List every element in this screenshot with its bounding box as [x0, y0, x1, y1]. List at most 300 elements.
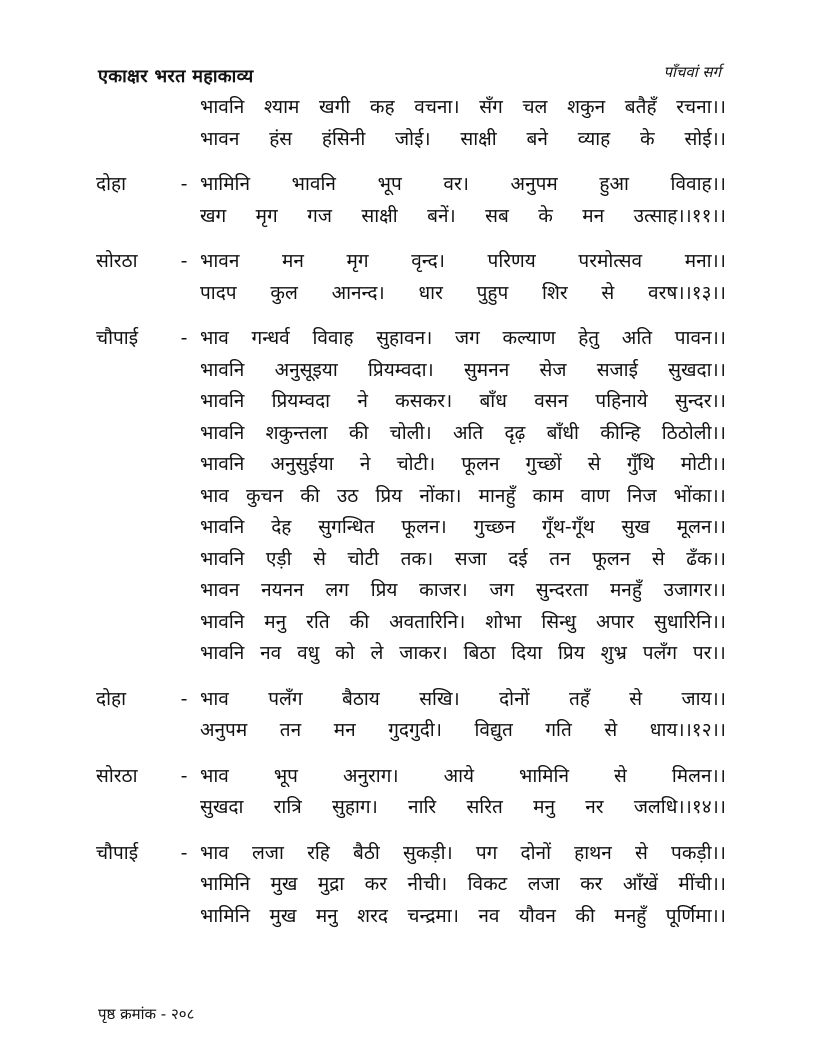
verse-word: के — [538, 204, 553, 227]
verse-word: से — [604, 719, 618, 741]
verse-word: सुख — [621, 516, 650, 538]
verse-word: मृग — [255, 204, 278, 227]
verse-word: पलँग — [642, 642, 678, 664]
verse-word: मनहुँ — [609, 579, 642, 601]
verse-word: आनन्द। — [331, 281, 385, 304]
verse-word: शकुन्तला — [265, 421, 328, 444]
verse-block — [96, 838, 726, 933]
verse-text — [200, 124, 726, 156]
verse-word: तहँ — [568, 687, 590, 710]
verse-word: सरित — [466, 796, 503, 818]
verse-word: से — [313, 547, 326, 570]
verse-line — [96, 169, 726, 201]
verse-text — [200, 169, 726, 201]
verse-word: नव — [478, 904, 500, 927]
verse-word: अपार — [596, 610, 635, 633]
verse-word: अनुसूइया — [274, 358, 338, 381]
verse-word: कीन्हि — [600, 421, 641, 444]
verse-word: मिलन।। — [671, 764, 726, 787]
verse-word: तन — [549, 547, 571, 570]
verse-word: लजा — [252, 841, 284, 864]
verse-word: चन्द्रमा। — [407, 904, 459, 927]
verse-word: गति — [545, 719, 572, 741]
verse-word: भोंका।। — [673, 484, 726, 507]
verse-word: ठिठोली।। — [661, 421, 726, 444]
verse-word: लजा — [527, 873, 560, 895]
verse-word: गज — [307, 204, 332, 227]
verse-word: भाव — [200, 841, 229, 864]
verse-text — [200, 418, 726, 450]
label-dash — [168, 124, 200, 156]
verse-word: वसन — [534, 390, 569, 412]
verse-text — [200, 575, 726, 607]
verse-word: निज — [627, 484, 657, 507]
verse-word: सेज — [539, 358, 567, 381]
verse-word: जोई। — [395, 127, 431, 150]
verse-word: अनुपम — [200, 719, 248, 741]
verse-text — [200, 449, 726, 481]
verse-word: परिणय — [487, 250, 536, 272]
verse-word: दोनों — [520, 841, 551, 864]
verse-line — [96, 607, 726, 639]
label-dash: - — [180, 764, 188, 787]
verse-word: तक। — [400, 547, 434, 570]
chapter-title: पाँचवां सर्ग — [663, 63, 721, 81]
book-title: एकाक्षर भरत महाकाव्य — [98, 66, 254, 87]
verse-block — [96, 684, 726, 747]
verse-word: शुभ्र — [600, 642, 627, 664]
verse-word: हंस — [269, 127, 293, 150]
verse-word: के — [640, 127, 655, 150]
verse-word: भावनि — [200, 421, 245, 444]
verse-word: सब — [485, 204, 509, 227]
verse-word: अनुसुईया — [270, 453, 334, 475]
verse-word: ने — [359, 453, 371, 475]
verse-word: चोटी — [347, 547, 379, 570]
verse-line — [96, 278, 726, 310]
verse-word: से — [651, 547, 665, 570]
verse-word: धार — [418, 281, 443, 304]
verse-word: मुख — [269, 904, 297, 927]
verse-word: सँग — [479, 96, 503, 118]
verse-form-label: सोरठा — [96, 250, 138, 272]
verse-text — [200, 607, 726, 639]
verse-word: मनहुँ — [614, 904, 647, 927]
verse-line — [96, 481, 726, 513]
verse-word: पादप — [200, 281, 237, 304]
verse-word: दृढ़ — [504, 421, 526, 444]
verse-word: वरष।।१३।। — [648, 281, 726, 304]
verse-word: सुमनन — [463, 358, 510, 381]
label-dash — [168, 278, 200, 310]
verse-word: साक्षी — [361, 204, 398, 227]
verse-word: प्रिय — [557, 642, 585, 664]
label-dash: - — [180, 250, 188, 272]
verse-line — [96, 684, 726, 716]
verse-word: ने — [357, 390, 368, 412]
verse-content — [96, 92, 726, 946]
verse-word: कसकर। — [395, 390, 453, 412]
verse-word: मूलन।। — [676, 516, 726, 538]
verse-word: अवतारिनि। — [389, 610, 466, 633]
verse-word: चल — [522, 96, 548, 118]
verse-word: नारि — [408, 796, 437, 818]
verse-text — [200, 792, 726, 824]
verse-word: मोटी।। — [680, 453, 726, 475]
verse-word: मनु — [533, 796, 555, 818]
verse-word: मना।। — [684, 250, 726, 272]
verse-word: भाव — [200, 687, 229, 710]
verse-word: फूलन। — [401, 516, 447, 538]
verse-line — [96, 124, 726, 156]
verse-line — [96, 201, 726, 233]
label-dash — [168, 901, 200, 933]
verse-word: सुगन्धित — [318, 516, 375, 538]
verse-form-label: दोहा — [96, 687, 127, 710]
verse-word: वर। — [443, 173, 469, 195]
verse-word: सुकड़ी। — [402, 841, 453, 864]
verse-word: नर — [585, 796, 604, 818]
verse-word: धाय।।१२।। — [649, 719, 726, 741]
verse-form-label — [96, 124, 168, 156]
verse-form-label — [96, 481, 168, 513]
verse-line — [96, 544, 726, 576]
verse-word: मृग — [346, 250, 369, 272]
verse-form-label: चौपाई — [96, 327, 139, 349]
verse-word: चोली। — [389, 421, 432, 444]
verse-word: नयनन — [261, 579, 304, 601]
verse-form-label — [96, 418, 168, 450]
verse-word: भावन — [200, 579, 240, 601]
verse-word: दिया — [511, 642, 543, 664]
verse-word: भामिनि — [200, 904, 251, 927]
verse-line — [96, 418, 726, 450]
verse-word: खग — [200, 204, 227, 227]
verse-word: पावन।। — [674, 327, 726, 349]
label-dash: - — [180, 687, 188, 710]
verse-form-label — [96, 901, 168, 933]
verse-line — [96, 638, 726, 670]
verse-word: पग — [475, 841, 498, 864]
verse-word: मुख — [270, 873, 298, 895]
verse-word: भावनि — [200, 516, 245, 538]
verse-word: रचना।। — [676, 96, 726, 118]
verse-line — [96, 246, 726, 278]
verse-word: नीची। — [407, 873, 448, 895]
verse-word: जाय।। — [681, 687, 726, 710]
verse-line — [96, 512, 726, 544]
verse-word: पूर्णिमा।। — [665, 904, 726, 927]
verse-word: सुहावन। — [376, 327, 433, 349]
verse-word: बैठी — [353, 841, 380, 864]
verse-word: हाथन — [574, 841, 612, 864]
verse-word: से — [601, 281, 615, 304]
verse-word: भाव — [200, 484, 229, 507]
verse-word: भावन — [200, 127, 240, 150]
label-dash — [168, 544, 200, 576]
verse-word: कल्याण — [502, 327, 556, 349]
verse-form-label — [96, 201, 168, 233]
verse-word: काजर। — [419, 579, 468, 601]
label-dash — [168, 386, 200, 418]
verse-word: भावनि — [200, 453, 245, 475]
verse-form-label — [96, 792, 168, 824]
verse-block — [96, 92, 726, 155]
verse-form-label — [96, 386, 168, 418]
verse-word: एड़ी — [265, 547, 292, 570]
verse-word: आये — [443, 764, 475, 787]
label-dash: - — [180, 173, 188, 195]
verse-word: बिठा — [463, 642, 496, 664]
verse-text — [200, 715, 726, 747]
verse-word: सोई।। — [684, 127, 726, 150]
verse-text — [200, 544, 726, 576]
verse-word: मानहुँ — [478, 484, 516, 507]
verse-word: रात्रि — [273, 796, 302, 818]
verse-word: प्रियम्वदा — [271, 390, 331, 412]
verse-form-label — [96, 715, 168, 747]
verse-word: व्याह — [577, 127, 611, 150]
verse-word: शिर — [542, 281, 568, 304]
label-dash — [168, 575, 200, 607]
verse-word: पकड़ी।। — [671, 841, 726, 864]
verse-word: से — [635, 841, 648, 864]
verse-word: देह — [271, 516, 292, 538]
verse-word: यौवन — [518, 904, 556, 927]
verse-word: अनुपम — [510, 173, 558, 195]
verse-word: भावनि — [200, 358, 245, 381]
verse-text — [200, 323, 726, 355]
verse-word: विकट — [467, 873, 508, 895]
label-dash — [168, 512, 200, 544]
verse-word: रति — [306, 610, 330, 633]
verse-text — [200, 386, 726, 418]
verse-line — [96, 715, 726, 747]
verse-word: सजा — [454, 547, 487, 570]
verse-word: गूँथ-गूँथ — [542, 516, 595, 538]
verse-form-label — [96, 544, 168, 576]
verse-word: सजाई — [596, 358, 638, 381]
verse-word: जाकर। — [399, 642, 448, 664]
verse-word: हुआ — [599, 173, 629, 195]
verse-text — [200, 355, 726, 387]
verse-text — [200, 201, 726, 233]
verse-word: शोभा — [485, 610, 522, 633]
verse-word: उठ — [336, 484, 359, 507]
verse-word: गुच्छन — [473, 516, 516, 538]
verse-word: हंसिनी — [321, 127, 366, 150]
verse-word: कुचन — [245, 484, 284, 507]
verse-text — [200, 838, 726, 870]
verse-form-label — [96, 92, 168, 124]
verse-word: से — [629, 687, 643, 710]
verse-word: साक्षी — [460, 127, 497, 150]
verse-word: से — [613, 764, 627, 787]
verse-word: चोटी। — [396, 453, 436, 475]
verse-form-label: सोरठा — [96, 764, 138, 787]
verse-word: भाव — [200, 764, 229, 787]
verse-word: लग — [325, 579, 350, 601]
verse-word: भाव — [200, 327, 229, 349]
label-dash: - — [180, 841, 188, 864]
label-dash — [168, 418, 200, 450]
verse-word: की — [300, 484, 320, 507]
verse-text — [200, 869, 726, 901]
label-dash — [168, 355, 200, 387]
verse-word: फूलन — [461, 453, 500, 475]
verse-word: गन्धर्व — [251, 327, 290, 349]
verse-word: भामिनि — [200, 173, 251, 195]
verse-word: बाँधी — [546, 421, 579, 444]
label-dash — [168, 638, 200, 670]
verse-word: आँखें — [622, 873, 658, 895]
verse-word: नोंका। — [419, 484, 462, 507]
verse-word: बनें। — [427, 204, 456, 227]
verse-line — [96, 575, 726, 607]
verse-word: वचना। — [414, 96, 460, 118]
verse-form-label — [96, 575, 168, 607]
verse-word: अति — [621, 327, 653, 349]
verse-word: मनु — [315, 904, 338, 927]
verse-text — [200, 761, 726, 793]
verse-word: विवाह।। — [670, 173, 726, 195]
verse-word: को — [335, 642, 355, 664]
verse-word: जग — [489, 579, 515, 601]
verse-word: भामिनि — [518, 764, 570, 787]
verse-text — [200, 278, 726, 310]
verse-text — [200, 92, 726, 124]
verse-word: बने — [526, 127, 548, 150]
verse-word: सुन्दर।। — [674, 390, 726, 412]
verse-line — [96, 869, 726, 901]
verse-word: भावन — [200, 250, 240, 272]
verse-word: खगी — [319, 96, 351, 118]
verse-word: उजागर।। — [663, 579, 726, 601]
verse-word: सुहाग। — [332, 796, 378, 818]
verse-word: की — [348, 421, 369, 444]
label-dash — [168, 449, 200, 481]
verse-text — [200, 684, 726, 716]
verse-word: भूप — [377, 173, 402, 195]
label-dash — [168, 201, 200, 233]
verse-word: बैठाय — [341, 687, 380, 710]
verse-line — [96, 761, 726, 793]
verse-word: सुधारिनि।। — [653, 610, 726, 633]
verse-word: बतैहँ — [624, 96, 657, 118]
verse-word: मुद्रा — [317, 873, 345, 895]
verse-word: मींची।। — [678, 873, 726, 895]
verse-word: से — [587, 453, 601, 475]
verse-word: गुच्छों — [525, 453, 562, 475]
verse-word: विवाह — [312, 327, 354, 349]
verse-word: भावनि — [200, 390, 245, 412]
verse-text — [200, 481, 726, 513]
verse-word: गुँथि — [626, 453, 655, 475]
verse-text — [200, 901, 726, 933]
verse-word: हेतु — [578, 327, 600, 349]
verse-word: बाँध — [479, 390, 507, 412]
verse-word: की — [575, 904, 595, 927]
verse-word: पर।। — [692, 642, 726, 664]
verse-word: मन — [333, 719, 356, 741]
verse-word: अनुराग। — [342, 764, 399, 787]
verse-word: विद्युत — [474, 719, 513, 741]
verse-word: दोनों — [499, 687, 530, 710]
verse-word: प्रिय — [375, 484, 403, 507]
verse-word: सिन्धु — [541, 610, 577, 633]
verse-word: तन — [279, 719, 302, 741]
verse-word: मन — [582, 204, 605, 227]
verse-word: जलधि।।१४।। — [633, 796, 726, 818]
label-dash — [168, 92, 200, 124]
verse-block — [96, 761, 726, 824]
verse-line — [96, 355, 726, 387]
label-dash: - — [180, 327, 188, 349]
verse-line — [96, 792, 726, 824]
verse-word: भामिनि — [200, 873, 251, 895]
verse-line — [96, 838, 726, 870]
verse-line — [96, 901, 726, 933]
verse-form-label — [96, 869, 168, 901]
page-number: पृष्ठ क्रमांक - २०८ — [98, 1005, 195, 1023]
verse-word: सुखदा — [200, 796, 244, 818]
verse-word: मनु — [264, 610, 287, 633]
verse-word: गुदगुदी। — [388, 719, 442, 741]
verse-form-label — [96, 278, 168, 310]
label-dash — [168, 715, 200, 747]
verse-block — [96, 323, 726, 670]
verse-form-label: दोहा — [96, 173, 127, 195]
verse-word: पुहुप — [476, 281, 509, 304]
verse-word: फूलन — [592, 547, 631, 570]
verse-word: उत्साह।।११।। — [633, 204, 726, 227]
verse-word: रहि — [307, 841, 330, 864]
verse-word: काम — [532, 484, 564, 507]
verse-text — [200, 512, 726, 544]
verse-word: वृन्द। — [411, 250, 445, 272]
verse-form-label — [96, 607, 168, 639]
verse-word: भावनि — [200, 642, 245, 664]
verse-word: प्रियम्वदा। — [368, 358, 434, 381]
verse-word: पलँग — [268, 687, 303, 710]
verse-word: पहिनाये — [595, 390, 648, 412]
verse-word: ले — [370, 642, 384, 664]
verse-word: श्याम — [263, 96, 300, 118]
label-dash — [168, 607, 200, 639]
verse-word: भावनि — [291, 173, 336, 195]
verse-word: कह — [369, 96, 395, 118]
label-dash — [168, 792, 200, 824]
verse-form-label — [96, 449, 168, 481]
verse-line — [96, 449, 726, 481]
verse-word: शरद — [357, 904, 388, 927]
verse-word: कुल — [270, 281, 298, 304]
verse-word: भावनि — [200, 547, 245, 570]
verse-word: परमोत्सव — [578, 250, 643, 272]
verse-word: सुन्दरता — [535, 579, 589, 601]
verse-line — [96, 323, 726, 355]
verse-form-label: चौपाई — [96, 841, 139, 864]
verse-form-label — [96, 638, 168, 670]
verse-block — [96, 246, 726, 309]
verse-word: कर — [580, 873, 603, 895]
verse-word: अति — [452, 421, 484, 444]
verse-line — [96, 92, 726, 124]
label-dash — [168, 481, 200, 513]
verse-word: की — [349, 610, 370, 633]
label-dash — [168, 869, 200, 901]
verse-word: भावनि — [200, 96, 245, 118]
